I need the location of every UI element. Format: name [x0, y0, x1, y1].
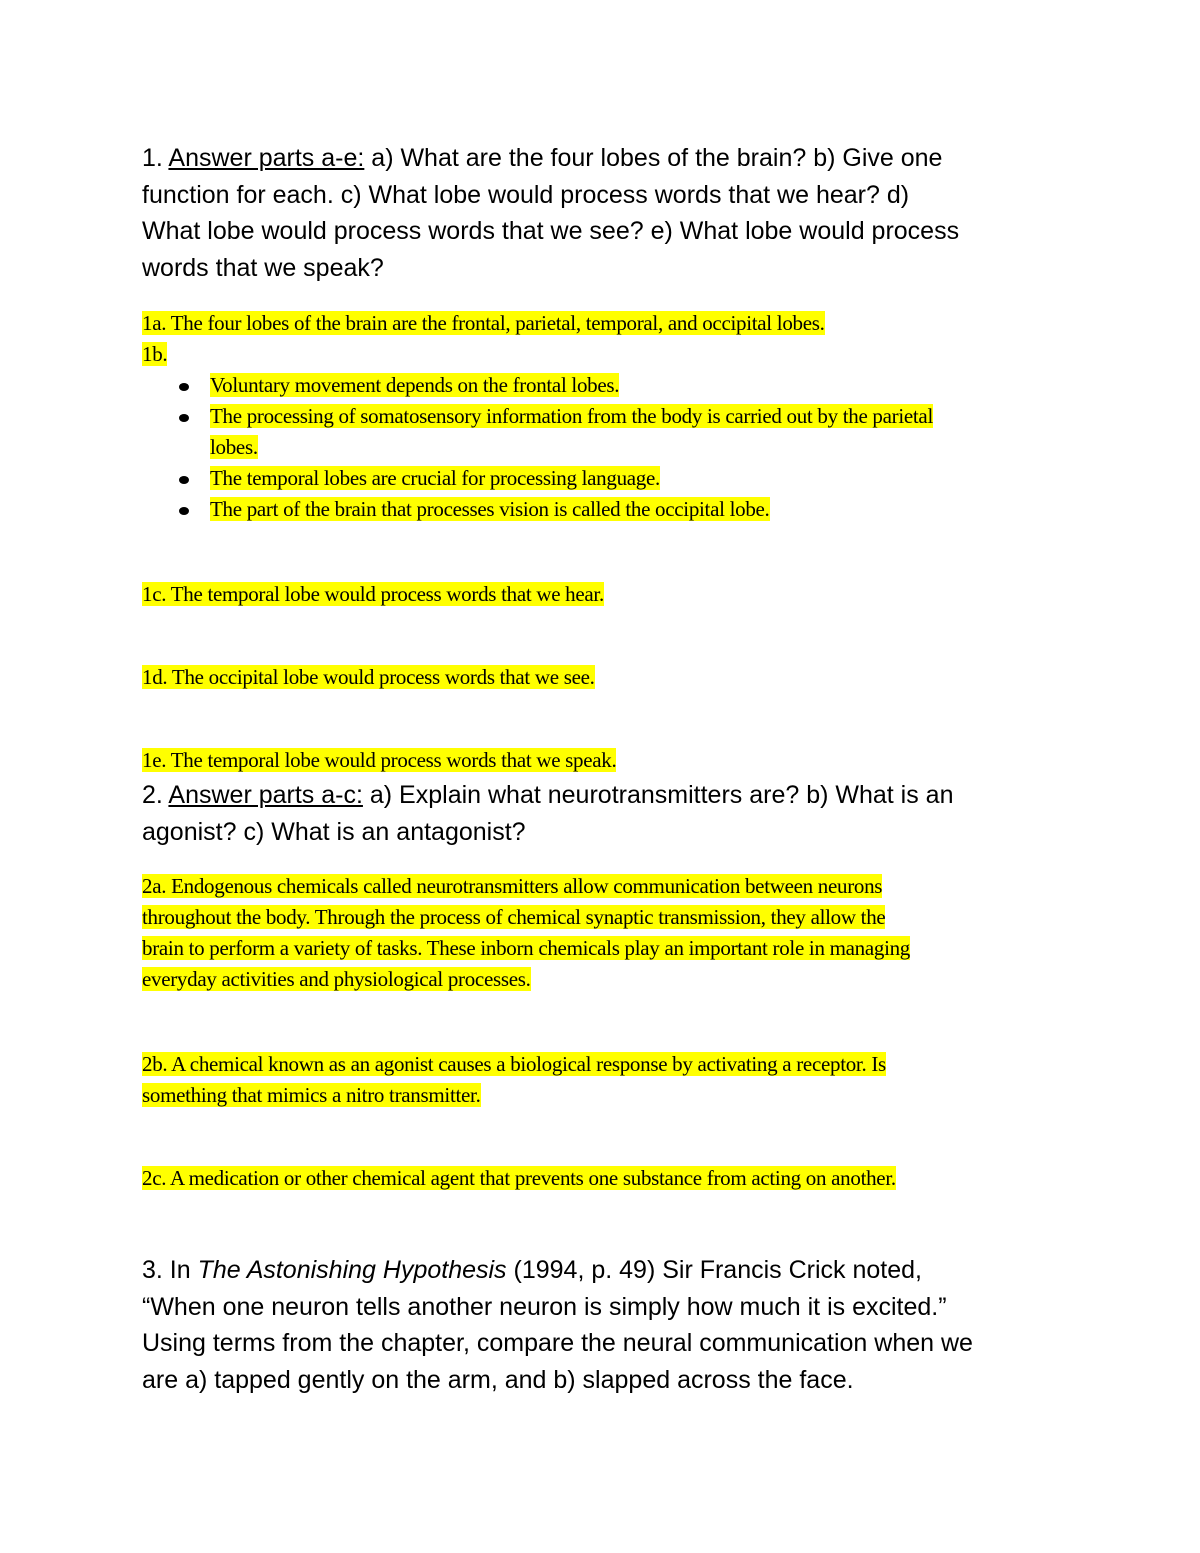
answer-2a-line-text: 2a. Endogenous chemicals called neurotransmitters allow communication between neurons	[142, 874, 883, 898]
answer-1c	[142, 579, 1062, 610]
answer-2a-line	[142, 964, 1062, 995]
list-item	[172, 370, 1062, 401]
question-3-line-1	[142, 1252, 1062, 1289]
answer-2b-line-text: 2b. A chemical known as an agonist causes a biological response by activating a receptor. Is	[142, 1052, 886, 1076]
book-title: The Astonishing Hypothesis	[197, 1256, 507, 1284]
list-item-text: The processing of somatosensory information from the body is carried out by the parietal	[210, 404, 933, 428]
answer-2a-line-text: throughout the body. Through the process of chemical synaptic transmission, they allow the	[142, 905, 886, 929]
question-2-line-1	[142, 777, 1062, 814]
question-2	[142, 777, 1062, 850]
question-1-line-2: function for each. c) What lobe would process words that we hear? d)	[142, 180, 910, 209]
answer-1a-text: 1a. The four lobes of the brain are the frontal, parietal, temporal, and occipital lobes.	[142, 311, 825, 335]
answer-2c	[142, 1163, 1062, 1194]
question-2-instruction: Answer parts a-c:	[168, 781, 363, 809]
answer-2a-line-text: everyday activities and physiological processes.	[142, 967, 531, 991]
question-3-line-3: Using terms from the chapter, compare the neural communication when we	[142, 1329, 973, 1357]
answer-2b	[142, 1049, 1062, 1111]
list-item-text: Voluntary movement depends on the frontal lobes.	[210, 373, 620, 397]
question-2-line-1-text: a) Explain what neurotransmitters are? b) What is an	[362, 781, 954, 809]
answer-1d	[142, 662, 1062, 693]
question-3-lead: 3. In	[142, 1256, 198, 1284]
question-3-line-4: are a) tapped gently on the arm, and b) slapped across the face.	[142, 1365, 854, 1394]
answer-1c-text: 1c. The temporal lobe would process words that we hear.	[142, 582, 604, 606]
bullet-icon	[179, 414, 189, 422]
question-1-line-1-text: a) What are the four lobes of the brain? b) Give one	[364, 144, 943, 172]
answer-2a-line-text: brain to perform a variety of tasks. These inborn chemicals play an important role in managing	[142, 936, 911, 960]
answer-2b-line	[142, 1080, 1062, 1111]
question-1-instruction: Answer parts a-e:	[168, 144, 365, 172]
answer-1d-text: 1d. The occipital lobe would process words that we see.	[142, 665, 595, 689]
question-3-line-1-text: (1994, p. 49) Sir Francis Crick noted,	[506, 1256, 923, 1284]
bullet-icon	[179, 507, 189, 515]
list-item	[172, 401, 1062, 463]
answer-2b-line	[142, 1049, 1062, 1080]
list-item-text-continued: lobes.	[210, 435, 258, 459]
answer-2a-line	[142, 871, 1062, 902]
answer-1a	[142, 308, 1062, 339]
question-1-line-1	[142, 140, 1062, 177]
answer-2b-line-text: something that mimics a nitro transmitter.	[142, 1083, 481, 1107]
list-item-text: The part of the brain that processes vision is called the occipital lobe.	[210, 497, 770, 521]
answer-1b-label	[142, 339, 1062, 370]
question-1-number: 1.	[142, 144, 169, 172]
question-3-line-2: “When one neuron tells another neuron is simply how much it is excited.”	[142, 1292, 947, 1321]
list-item-text: The temporal lobes are crucial for processing language.	[210, 466, 660, 490]
bullet-icon	[179, 476, 189, 484]
question-1	[142, 140, 1062, 286]
list-item	[172, 494, 1062, 525]
bullet-icon	[179, 383, 189, 391]
answer-2c-text: 2c. A medication or other chemical agent that prevents one substance from acting on another.	[142, 1166, 896, 1190]
question-3	[142, 1252, 1062, 1398]
question-2-number: 2.	[142, 781, 169, 809]
answer-1b-label-text: 1b.	[142, 342, 168, 366]
answer-2a-line	[142, 933, 1062, 964]
answer-1b-list	[172, 370, 1062, 525]
answer-2a	[142, 871, 1062, 995]
question-1-line-3: What lobe would process words that we see? e) What lobe would process	[142, 217, 960, 245]
question-1-line-4: words that we speak?	[142, 253, 384, 282]
answer-1e-text: 1e. The temporal lobe would process words that we speak.	[142, 748, 617, 772]
answer-2a-line	[142, 902, 1062, 933]
list-item	[172, 463, 1062, 494]
question-2-line-2: agonist? c) What is an antagonist?	[142, 817, 526, 846]
answer-1e	[142, 745, 1062, 776]
